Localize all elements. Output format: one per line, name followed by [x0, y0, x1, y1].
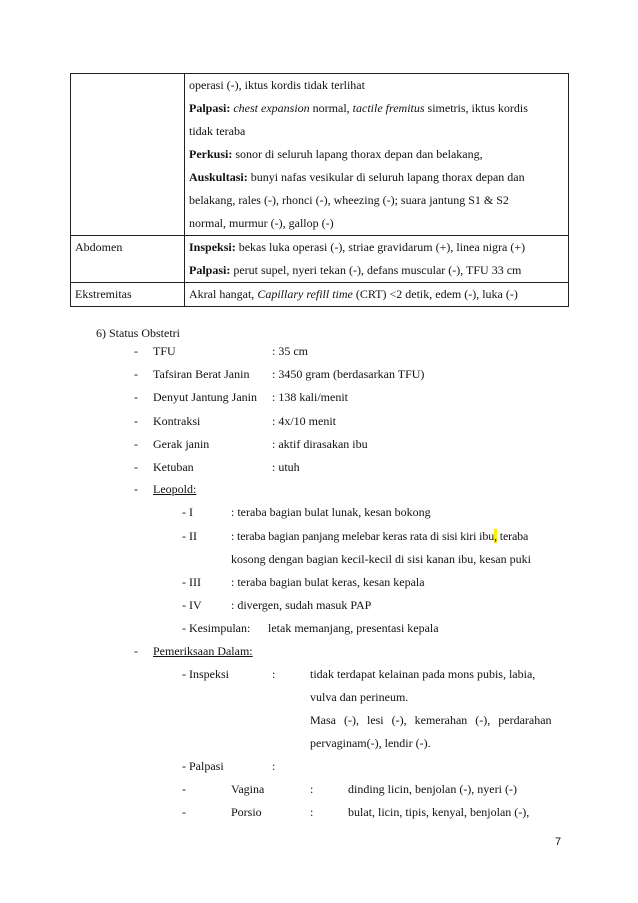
list-item-value: : 3450 gram (berdasarkan TFU)	[272, 367, 425, 381]
thorax-line: operasi (-), iktus kordis tidak terlihat	[189, 78, 365, 92]
list-dash: -	[134, 482, 138, 496]
leopold-iii-text: : teraba bagian bulat keras, kesan kepala	[231, 575, 425, 589]
leopold-conclusion-text: letak memanjang, presentasi kepala	[268, 621, 439, 635]
list-dash: -	[134, 437, 138, 451]
thorax-auskultasi: Auskultasi: bunyi nafas vesikular di seluruh lapang thorax depan dan	[189, 170, 525, 184]
vagina-label: Vagina	[231, 782, 265, 796]
section-heading: 6) Status Obstetri	[96, 326, 180, 340]
leopold-conclusion-label: - Kesimpulan:	[182, 621, 251, 635]
list-item-label: Denyut Jantung Janin	[153, 390, 257, 404]
ekstremitas-label: Ekstremitas	[71, 283, 185, 307]
abdomen-label: Abdomen	[71, 236, 185, 283]
palpasi-label: - Palpasi	[182, 759, 224, 773]
porsio-dash: -	[182, 805, 186, 819]
inspeksi-label: - Inspeksi	[182, 667, 229, 681]
leopold-ii-label: - II	[182, 529, 197, 543]
inspeksi-colon: :	[272, 667, 276, 681]
list-dash: -	[134, 460, 138, 474]
page-number: 7	[555, 836, 562, 848]
thorax-perkusi: Perkusi: sonor di seluruh lapang thorax depan dan belakang,	[189, 147, 483, 161]
leopold-ii-text-cont: kosong dengan bagian kecil-kecil di sisi kanan ibu, kesan puki	[231, 552, 531, 566]
vagina-text: dinding licin, benjolan (-), nyeri (-)	[348, 782, 517, 796]
leopold-i-label: - I	[182, 505, 193, 519]
abdomen-inspeksi: Inspeksi: bekas luka operasi (-), striae gravidarum (+), linea nigra (+)	[189, 240, 526, 254]
leopold-iii-label: - III	[182, 575, 201, 589]
leopold-ii-text: : teraba bagian panjang melebar keras rata di sisi kiri ibu, teraba	[231, 529, 529, 543]
leopold-i-text: : teraba bagian bulat lunak, kesan bokong	[231, 505, 431, 519]
inspeksi-text-3: Masa (-), lesi (-), kemerahan (-), perdarahan	[310, 713, 552, 727]
list-item-label: Kontraksi	[153, 414, 201, 428]
ekstremitas-content: Akral hangat, Capillary refill time (CRT) <2 detik, edem (-), luka (-)	[185, 283, 569, 307]
porsio-colon: :	[310, 805, 314, 819]
list-dash: -	[134, 644, 138, 658]
leopold-iv-text: : divergen, sudah masuk PAP	[231, 598, 372, 612]
list-item-label: Ketuban	[153, 460, 194, 474]
list-item-label: TFU	[153, 344, 176, 358]
table-cell-label	[71, 74, 185, 236]
porsio-label: Porsio	[231, 805, 262, 819]
list-item-value: : utuh	[272, 460, 300, 474]
list-item-value: : 138 kali/menit	[272, 390, 348, 404]
list-dash: -	[134, 414, 138, 428]
thorax-auskultasi-cont2: normal, murmur (-), gallop (-)	[189, 216, 334, 230]
table-row	[71, 74, 569, 236]
list-item-label: Tafsiran Berat Janin	[153, 367, 250, 381]
thorax-palpasi-cont: tidak teraba	[189, 124, 246, 138]
list-dash: -	[134, 367, 138, 381]
list-item-value: : 4x/10 menit	[272, 414, 336, 428]
list-dash: -	[134, 344, 138, 358]
table-row	[71, 236, 569, 283]
vagina-colon: :	[310, 782, 314, 796]
table-row	[71, 283, 569, 307]
internal-exam-heading: Pemeriksaan Dalam:	[153, 644, 253, 658]
list-item-value: : aktif dirasakan ibu	[272, 437, 368, 451]
leopold-heading: Leopold:	[153, 482, 197, 496]
inspeksi-text-1: tidak terdapat kelainan pada mons pubis, labia,	[310, 667, 536, 681]
abdomen-content	[185, 236, 569, 283]
palpasi-colon: :	[272, 759, 276, 773]
list-dash: -	[134, 390, 138, 404]
abdomen-palpasi: Palpasi: perut supel, nyeri tekan (-), defans muscular (-), TFU 33 cm	[189, 263, 522, 277]
porsio-text: bulat, licin, tipis, kenyal, benjolan (-),	[348, 805, 530, 819]
list-item-label: Gerak janin	[153, 437, 210, 451]
vagina-dash: -	[182, 782, 186, 796]
physical-exam-table	[70, 73, 569, 307]
inspeksi-text-4: pervaginam(-), lendir (-).	[310, 736, 431, 750]
inspeksi-text-2: vulva dan perineum.	[310, 690, 409, 704]
table-cell-content	[185, 74, 569, 236]
thorax-auskultasi-cont: belakang, rales (-), rhonci (-), wheezing (-); suara jantung S1 & S2	[189, 193, 509, 207]
list-item-value: : 35 cm	[272, 344, 308, 358]
thorax-palpasi: Palpasi: chest expansion normal, tactile fremitus simetris, iktus kordis	[189, 101, 528, 115]
leopold-iv-label: - IV	[182, 598, 202, 612]
